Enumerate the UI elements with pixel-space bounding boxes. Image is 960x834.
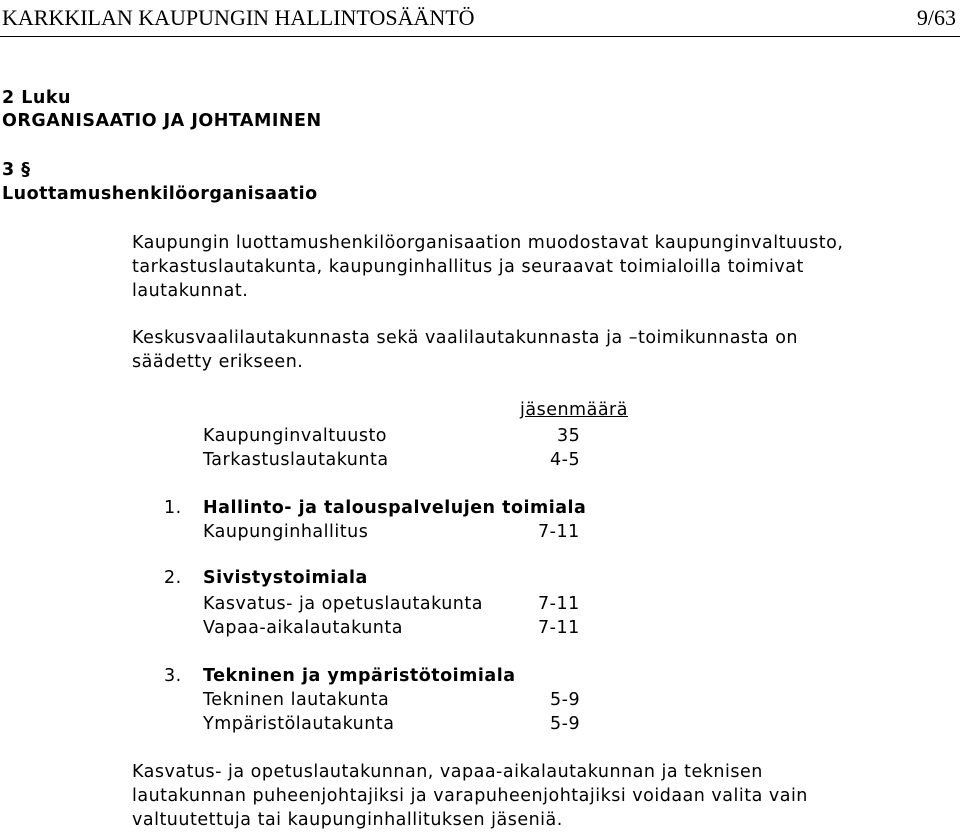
paragraph-2-line-2: säädetty erikseen. [132,352,304,372]
member-count: 5-9 [550,690,581,710]
member-count: 5-9 [550,714,581,734]
group-title: Hallinto- ja talouspalvelujen toimiala [203,498,587,518]
body-name: Ympäristölautakunta [203,714,395,734]
chapter-title: ORGANISAATIO JA JOHTAMINEN [2,111,322,131]
group-number: 2. [164,568,182,588]
group-number: 3. [164,666,182,686]
paragraph-1-line-1: Kaupungin luottamushenkilöorganisaation muodostavat kaupunginvaltuusto, [132,233,844,253]
page-number: 9/63 [916,5,956,30]
member-count: 7-11 [538,618,580,638]
group-title: Sivistystoimiala [203,568,368,588]
body-name: Kaupunginvaltuusto [203,426,388,446]
page-header [0,0,960,37]
member-count: 7-11 [538,522,580,542]
paragraph-3-line-3: valtuutettuja tai kaupunginhallituksen jäseniä. [132,810,563,830]
paragraph-3-line-1: Kasvatus- ja opetuslautakunnan, vapaa-aikalautakunnan ja teknisen [132,762,763,782]
group-number: 1. [164,498,182,518]
paragraph-1-line-2: tarkastuslautakunta, kaupunginhallitus ja seuraavat toimialoilla toimivat [132,257,804,277]
section-title: Luottamushenkilöorganisaatio [2,184,318,204]
body-name: Tekninen lautakunta [203,690,390,710]
body-name: Tarkastuslautakunta [203,450,389,470]
member-count-header: jäsenmäärä [520,400,628,420]
paragraph-1-line-3: lautakunnat. [132,281,249,301]
member-count: 7-11 [538,594,580,614]
paragraph-2-line-1: Keskusvaalilautakunnasta sekä vaalilautakunnasta ja –toimikunnasta on [132,328,798,348]
body-name: Vapaa-aikalautakunta [203,618,403,638]
paragraph-3-line-2: lautakunnan puheenjohtajiksi ja varapuheenjohtajiksi voidaan valita vain [132,786,808,806]
section-number: 3 § [2,160,31,180]
document-title: KARKKILAN KAUPUNGIN HALLINTOSÄÄNTÖ [2,5,475,30]
chapter-number: 2 Luku [2,88,71,108]
group-title: Tekninen ja ympäristötoimiala [203,666,516,686]
member-count: 4-5 [550,450,581,470]
member-count: 35 [557,426,581,446]
body-name: Kaupunginhallitus [203,522,369,542]
body-name: Kasvatus- ja opetuslautakunta [203,594,483,614]
